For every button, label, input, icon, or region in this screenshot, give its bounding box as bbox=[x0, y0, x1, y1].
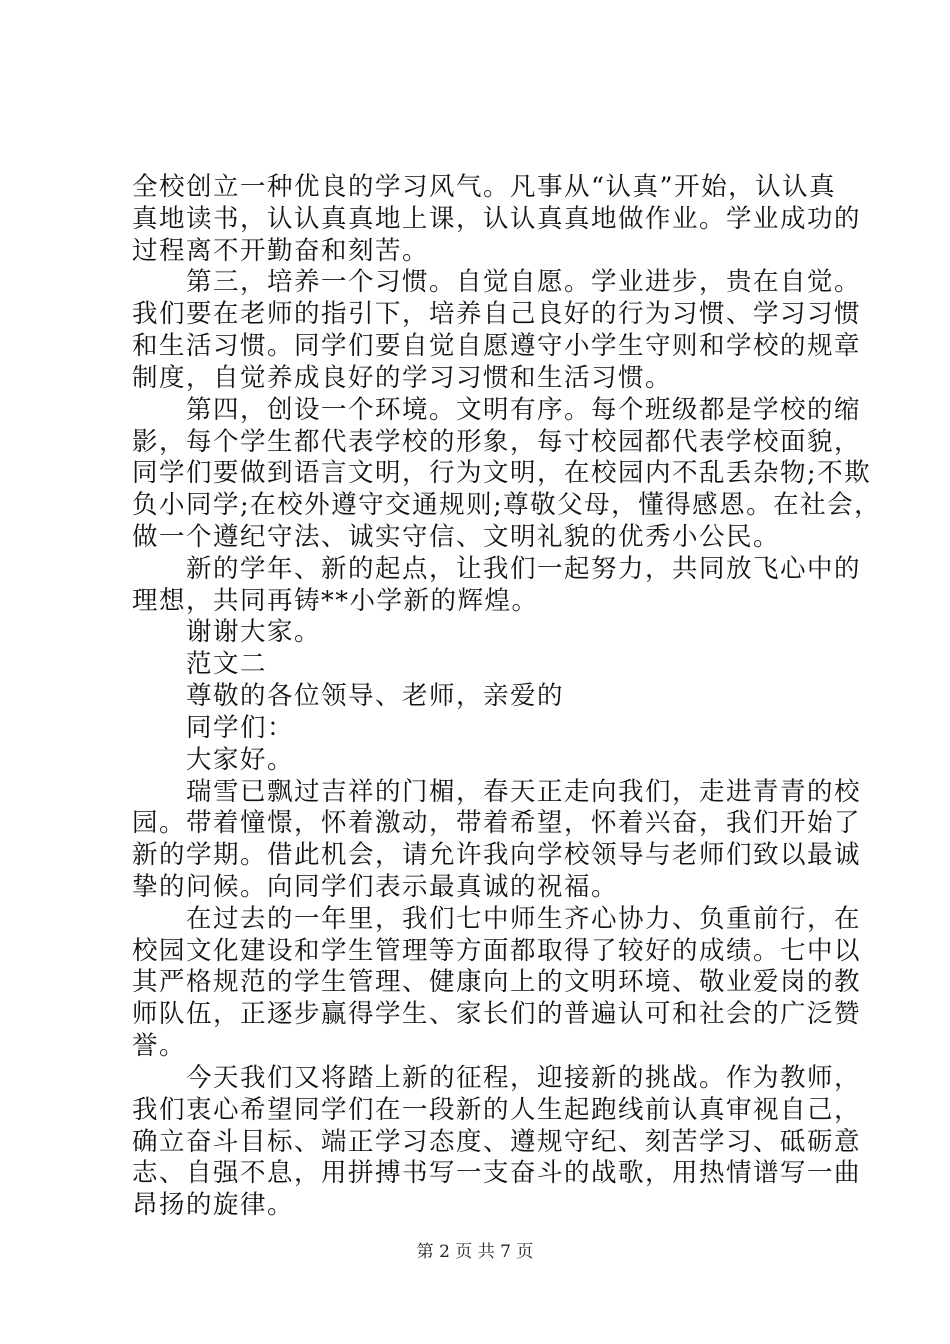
text-line: 新的学年、新的起点，让我们一起努力，共同放飞心中的 bbox=[132, 554, 862, 584]
text-line: 挚的问候。向同学们表示最真诚的祝福。 bbox=[132, 872, 619, 902]
text-line: 做一个遵纪守法、诚实守信、文明礼貌的优秀小公民。 bbox=[132, 522, 781, 552]
text-line: 瑞雪已飘过吉祥的门楣，春天正走向我们，走进青青的校 bbox=[132, 777, 862, 807]
text-line: 负小同学;在校外遵守交通规则;尊敬父母，懂得感恩。在社会， bbox=[132, 490, 882, 520]
text-line: 第三，培养一个习惯。自觉自愿。学业进步，贵在自觉。 bbox=[132, 267, 862, 297]
text-line: 师队伍，正逐步赢得学生、家长们的普遍认可和社会的广泛赞 bbox=[132, 999, 862, 1029]
text-line: 和生活习惯。同学们要自觉自愿遵守小学生守则和学校的规章 bbox=[132, 331, 862, 361]
text-line: 范文二 bbox=[132, 649, 268, 679]
text-line: 确立奋斗目标、端正学习态度、遵规守纪、刻苦学习、砥砺意 bbox=[132, 1127, 862, 1157]
text-line: 我们要在老师的指引下，培养自己良好的行为习惯、学习习惯 bbox=[132, 299, 862, 329]
text-line: 新的学期。借此机会，请允许我向学校领导与老师们致以最诚 bbox=[132, 840, 862, 870]
text-line: 同学们要做到语言文明，行为文明，在校园内不乱丢杂物;不欺 bbox=[132, 458, 872, 488]
text-line: 同学们： bbox=[132, 713, 295, 743]
text-line: 园。带着憧憬，怀着激动，带着希望，怀着兴奋，我们开始了 bbox=[132, 808, 862, 838]
text-line: 誉。 bbox=[132, 1031, 187, 1061]
text-line: 校园文化建设和学生管理等方面都取得了较好的成绩。七中以 bbox=[132, 936, 862, 966]
text-line: 全校创立一种优良的学习风气。凡事从“认真”开始，认认真 bbox=[132, 172, 837, 202]
text-line: 尊敬的各位领导、老师，亲爱的 bbox=[132, 681, 565, 711]
text-line: 过程离不开勤奋和刻苦。 bbox=[132, 236, 430, 266]
text-line: 影，每个学生都代表学校的形象，每寸校园都代表学校面貌， bbox=[132, 427, 862, 457]
text-line: 第四，创设一个环境。文明有序。每个班级都是学校的缩 bbox=[132, 395, 862, 425]
text-line: 其严格规范的学生管理、健康向上的文明环境、敬业爱岗的教 bbox=[132, 967, 862, 997]
text-line: 谢谢大家。 bbox=[132, 617, 322, 647]
text-line: 大家好。 bbox=[132, 745, 295, 775]
text-line: 制度，自觉养成良好的学习习惯和生活习惯。 bbox=[132, 363, 673, 393]
page-number-footer: 第 2 页 共 7 页 bbox=[416, 1242, 534, 1262]
text-line: 今天我们又将踏上新的征程，迎接新的挑战。作为教师， bbox=[132, 1063, 862, 1093]
text-line: 真地读书，认认真真地上课，认认真真地做作业。学业成功的 bbox=[132, 204, 862, 234]
text-line: 昂扬的旋律。 bbox=[132, 1190, 295, 1220]
text-line: 在过去的一年里，我们七中师生齐心协力、负重前行，在 bbox=[132, 904, 862, 934]
text-line: 我们衷心希望同学们在一段新的人生起跑线前认真审视自己， bbox=[132, 1095, 862, 1125]
text-line: 理想，共同再铸**小学新的辉煌。 bbox=[132, 586, 539, 616]
text-line: 志、自强不息，用拼搏书写一支奋斗的战歌，用热情谱写一曲 bbox=[132, 1158, 862, 1188]
